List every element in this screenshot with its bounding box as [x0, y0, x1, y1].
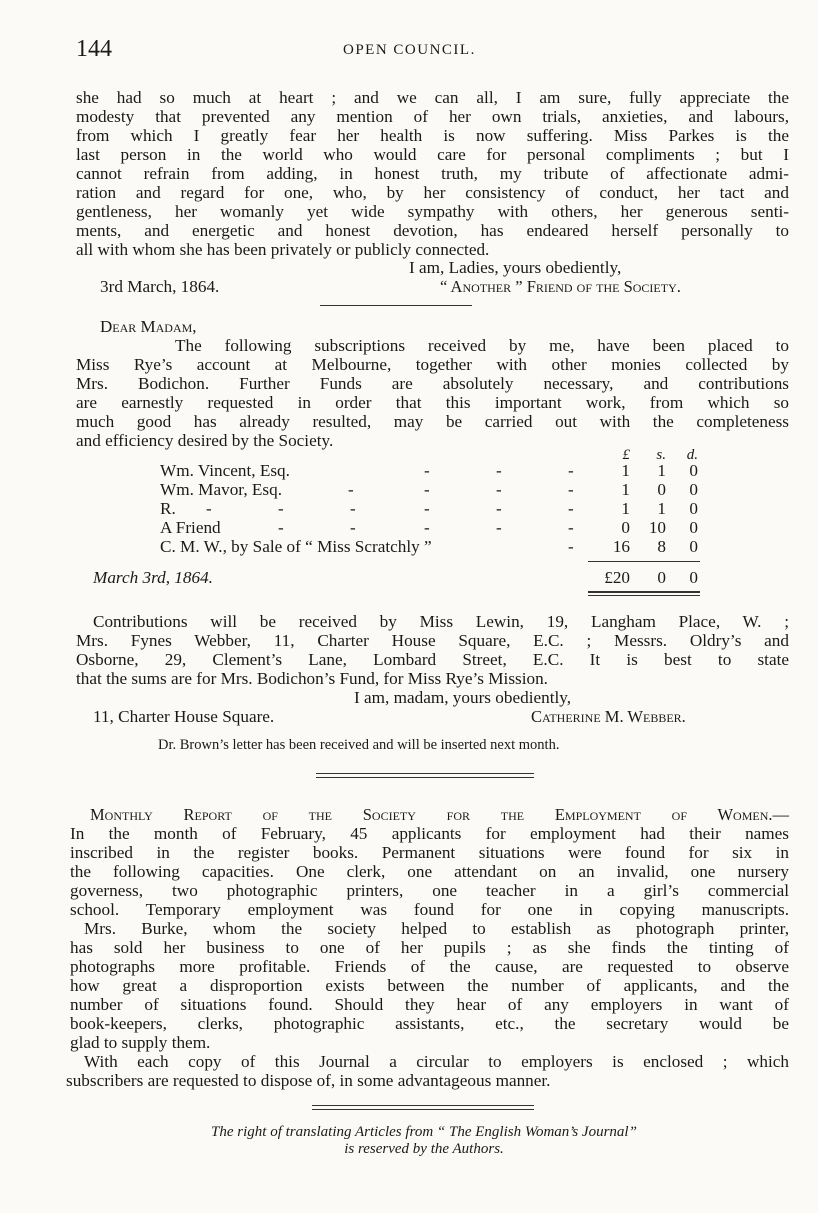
leader-dash: - — [350, 499, 356, 518]
subscriber-name: C. M. W., by Sale of “ Miss Scratchly ” — [160, 537, 432, 556]
text-line: much good has already resulted, may be carried out with the completeness — [76, 412, 789, 431]
pounds-header: £ — [622, 447, 630, 463]
text-line: Osborne, 29, Clement’s Lane, Lombard Street, E.C. It is best to state — [76, 650, 789, 669]
subscriber-name: A Friend — [160, 518, 221, 537]
total-double-rule — [588, 595, 700, 596]
leader-dash: - — [568, 499, 574, 518]
section-divider — [316, 773, 534, 774]
text-line: Mrs. Fynes Webber, 11, Charter House Square, E.C. ; Messrs. Oldry’s and — [76, 631, 789, 650]
leader-dash: - — [568, 537, 574, 556]
total-date: March 3rd, 1864. — [93, 568, 213, 587]
rights-notice-line-two: is reserved by the Authors. — [344, 1141, 504, 1157]
pence-value: 0 — [689, 537, 698, 556]
leader-dash: - — [496, 518, 502, 537]
leader-dash: - — [424, 499, 430, 518]
leader-dash: - — [496, 461, 502, 480]
pounds-value: 16 — [612, 537, 630, 556]
pence-value: 0 — [689, 480, 698, 499]
leader-dash: - — [496, 480, 502, 499]
shillings-value: 0 — [657, 480, 666, 499]
shillings-value: 8 — [657, 537, 666, 556]
text-line: inscribed in the register books. Permanent situations were found for six in — [70, 843, 789, 862]
rights-notice: The right of translating Articles from “ The English Woman’s Journal” — [211, 1124, 637, 1140]
text-line: has sold her business to one of her pupils ; as she finds the tinting of — [70, 938, 789, 957]
pence-value: 0 — [689, 461, 698, 480]
text-line: last person in the world who would care for personal compliments ; but I — [76, 145, 789, 164]
total-pounds: £20 — [604, 568, 630, 587]
pence-value: 0 — [689, 518, 698, 537]
pounds-value: 0 — [621, 518, 630, 537]
text-line: Contributions will be received by Miss Lewin, 19, Langham Place, W. ; — [93, 612, 789, 631]
leader-dash: - — [350, 518, 356, 537]
text-line: she had so much at heart ; and we can all, I am sure, fully appreciate the — [76, 88, 789, 107]
text-line: book-keepers, clerks, photographic assistants, etc., the secretary would be — [70, 1014, 789, 1033]
sum-rule — [588, 561, 700, 562]
leader-dash: - — [424, 461, 430, 480]
text-line: from which I greatly fear her health is now suffering. Miss Parkes is the — [76, 126, 789, 145]
letter-one-date: 3rd March, 1864. — [100, 277, 220, 296]
letter-two-salutation: Dear Madam, — [100, 317, 197, 336]
text-line: number of situations found. Should they hear of any employers in want of — [70, 995, 789, 1014]
text-line: Miss Rye’s account at Melbourne, together with other monies collected by — [76, 355, 789, 374]
total-shillings: 0 — [657, 568, 666, 587]
text-line: ments, and energetic and honest devotion, has endeared herself personally to — [76, 221, 789, 240]
pounds-value: 1 — [621, 461, 630, 480]
text-line: the following capacities. One clerk, one attendant on an invalid, one nursery — [70, 862, 789, 881]
editorial-note: Dr. Brown’s letter has been received and will be inserted next month. — [158, 737, 560, 753]
pence-value: 0 — [689, 499, 698, 518]
leader-dash: - — [348, 480, 354, 499]
subscriber-name: Wm. Mavor, Esq. — [160, 480, 282, 499]
text-line: how great a disproportion exists between the number of applicants, and the — [70, 976, 789, 995]
text-line: Mrs. Bodichon. Further Funds are absolutely necessary, and contributions — [76, 374, 789, 393]
pence-header: d. — [686, 447, 698, 463]
shillings-header: s. — [656, 447, 666, 463]
letter-one-signature: “ Another ” Friend of the Society. — [440, 277, 681, 296]
leader-dash: - — [424, 480, 430, 499]
footer-divider — [312, 1109, 534, 1110]
pounds-value: 1 — [621, 499, 630, 518]
leader-dash: - — [496, 499, 502, 518]
total-pence: 0 — [689, 568, 698, 587]
text-line: The following subscriptions received by me, have been placed to — [175, 336, 789, 355]
text-line: modesty that prevented any mention of her own trials, anxieties, and labours, — [76, 107, 789, 126]
leader-dash: - — [278, 499, 284, 518]
text-line: subscribers are requested to dispose of, in some advantageous manner. — [66, 1071, 551, 1090]
subscriber-name: Wm. Vincent, Esq. — [160, 461, 290, 480]
text-line: and efficiency desired by the Society. — [76, 431, 334, 450]
text-line: are earnestly requested in order that this important work, from which so — [76, 393, 789, 412]
text-line: cannot refrain from adding, in honest truth, my tribute of affectionate admi- — [76, 164, 789, 183]
leader-dash: - — [278, 518, 284, 537]
total-double-rule — [588, 591, 700, 593]
shillings-value: 10 — [648, 518, 666, 537]
subscriber-name: R. — [160, 499, 176, 518]
report-heading: Monthly Report of the Society for the Employment of Women.— — [90, 805, 789, 824]
leader-dash: - — [568, 518, 574, 537]
letter-two-closing: I am, madam, yours obediently, — [354, 688, 572, 707]
text-line: ration and regard for one, who, by her consistency of conduct, her tact and — [76, 183, 789, 202]
text-line: Mrs. Burke, whom the society helped to establish as photograph printer, — [84, 919, 789, 938]
text-line: school. Temporary employment was found for one in copying manuscripts. — [70, 900, 789, 919]
section-divider — [320, 305, 472, 306]
shillings-value: 1 — [657, 461, 666, 480]
text-line: that the sums are for Mrs. Bodichon’s Fund, for Miss Rye’s Mission. — [76, 669, 548, 688]
letter-two-signature: Catherine M. Webber. — [531, 707, 686, 726]
text-line: glad to supply them. — [70, 1033, 211, 1052]
footer-divider — [312, 1105, 534, 1106]
leader-dash: - — [568, 480, 574, 499]
letter-one-closing: I am, Ladies, yours obediently, — [409, 258, 622, 277]
section-divider — [316, 777, 534, 778]
leader-dash: - — [206, 499, 212, 518]
text-line: all with whom she has been privately or publicly connected. — [76, 240, 490, 259]
pounds-value: 1 — [621, 480, 630, 499]
text-line: gentleness, her womanly yet wide sympathy with others, her generous senti- — [76, 202, 789, 221]
running-title: OPEN COUNCIL. — [343, 42, 476, 58]
leader-dash: - — [568, 461, 574, 480]
shillings-value: 1 — [657, 499, 666, 518]
leader-dash: - — [424, 518, 430, 537]
text-line: In the month of February, 45 applicants for employment had their names — [70, 824, 789, 843]
letter-two-address: 11, Charter House Square. — [93, 707, 275, 726]
text-line: governess, two photographic printers, one teacher in a girl’s commercial — [70, 881, 789, 900]
text-line: photographs more profitable. Friends of the cause, are requested to observe — [70, 957, 789, 976]
page-number: 144 — [76, 36, 112, 62]
text-line: With each copy of this Journal a circular to employers is enclosed ; which — [84, 1052, 789, 1071]
